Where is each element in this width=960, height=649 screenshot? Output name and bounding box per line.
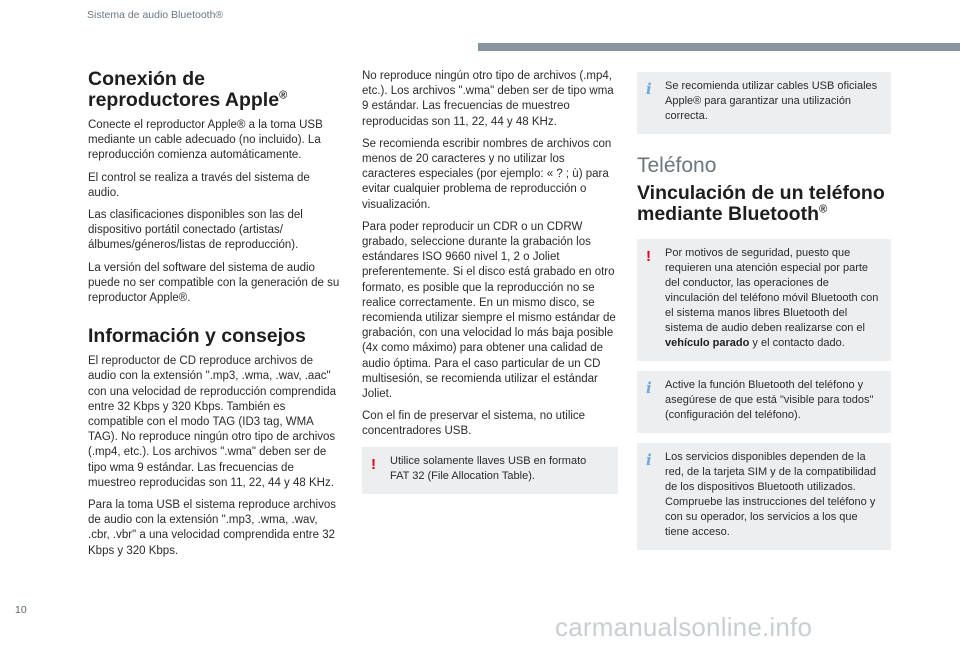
section-title-telefono: Teléfono bbox=[637, 154, 717, 177]
info-box-cables bbox=[637, 72, 891, 134]
paragraph: Conecte el reproductor Apple® a la toma USB mediante un cable adecuado (no incluido). La reproducción comienza automáticamente. bbox=[88, 119, 323, 162]
paragraph: Con el fin de preservar el sistema, no utilice concentradores USB. bbox=[362, 410, 586, 438]
info-box-servicios bbox=[637, 443, 891, 550]
header-bar bbox=[478, 43, 960, 51]
column-2 bbox=[362, 69, 618, 494]
info-icon: i bbox=[646, 379, 652, 398]
info-text: Active la función Bluetooth del teléfono y asegúrese de que está "visible para todos" (configuración del teléfono). bbox=[665, 379, 874, 422]
paragraph: El control se realiza a través del sistema de audio. bbox=[88, 171, 310, 199]
heading-vinculacion: Vinculación de un teléfono mediante Bluetooth® bbox=[637, 182, 885, 226]
watermark: carmanualsonline.info bbox=[555, 612, 813, 642]
page-number: 10 bbox=[15, 604, 27, 616]
heading-conexion-apple: Conexión de reproductores Apple® bbox=[88, 68, 288, 111]
paragraph: No reproduce ningún otro tipo de archivos (.mp4, etc.). Los archivos ".wma" deben ser de tipo wma 9 estándar. Las frecuencias de muestreo reproducidas son 11, 22, 44 y 48 KHz. bbox=[362, 70, 614, 128]
info-icon: i bbox=[646, 451, 652, 470]
warning-box-seguridad bbox=[637, 239, 891, 361]
header-title: Sistema de audio Bluetooth® bbox=[87, 9, 224, 21]
warning-box-usb bbox=[362, 447, 618, 494]
paragraph: Para poder reproducir un CDR o un CDRW grabado, seleccione durante la grabación los estándares ISO 9660 nivel 1, 2 o Joliet preferentemente. Si el disco está grabado en otro formato, es posible que la reproducción no se realice correctamente. En un mismo disco, se recomienda utilizar siempre el mismo estándar de grabación, con una velocidad lo más baja posible (4x como máximo) para obtener una calidad de audio óptima. Para el caso particular de un CD multisesión, se recomienda utilizar el estándar Joliet. bbox=[362, 220, 616, 401]
info-icon: i bbox=[646, 80, 652, 98]
info-box-bluetooth bbox=[637, 371, 891, 433]
column-3 bbox=[637, 72, 891, 560]
warning-text: Por motivos de seguridad, puesto que requieren una atención especial por parte del conductor, las operaciones de vinculación del teléfono móvil Bluetooth con el sistema manos libres Bluetooth del sistema de audio deben realizarse con el vehículo parado y el contacto dado. bbox=[665, 247, 879, 350]
paragraph: Para la toma USB el sistema reproduce archivos de audio con la extensión ".mp3, .wma, .wav, .cbr, .vbr" a una velocidad comprendida entre 32 Kbps y 320 Kbps. bbox=[88, 499, 336, 557]
paragraph: La versión del software del sistema de audio puede no ser compatible con la generación de su reproductor Apple®. bbox=[88, 261, 340, 305]
column-1 bbox=[88, 69, 342, 566]
paragraph: El reproductor de CD reproduce archivos de audio con la extensión ".mp3, .wma, .wav, .aac" con una velocidad de reproducción comprendida entre 32 Kbps y 320 Kbps. También es compatible con el modo TAG (ID3 tag, WMA TAG). No reproduce ningún otro tipo de archivos (.mp4, etc.). Los archivos ".wma" deben ser de tipo wma 9 estándar. Las frecuencias de muestreo reproducidas son 11, 22, 44 y 48 KHz. bbox=[88, 355, 337, 489]
warning-icon: ! bbox=[371, 455, 376, 473]
info-text: Se recomienda utilizar cables USB oficiales Apple® para garantizar una utilización correcta. bbox=[665, 80, 878, 122]
info-text: Los servicios disponibles dependen de la red, de la tarjeta SIM y de la compatibilidad de los dispositivos Bluetooth utilizados. Compruebe las instrucciones del teléfono y con su operador, los servicios a los que tiene acceso. bbox=[665, 451, 876, 539]
warning-text: Utilice solamente llaves USB en formato FAT 32 (File Allocation Table). bbox=[390, 454, 587, 482]
paragraph: Se recomienda escribir nombres de archivos con menos de 20 caracteres y no utilizar los caracteres especiales (por ejemplo: « ? ; ù) para evitar cualquier problema de reproducción o visualización. bbox=[362, 137, 612, 211]
paragraph: Las clasificaciones disponibles son las del dispositivo portátil conectado (artistas/álbumes/géneros/listas de reproducción). bbox=[88, 209, 303, 252]
heading-informacion-consejos: Información y consejos bbox=[88, 325, 306, 348]
warning-icon: ! bbox=[646, 248, 651, 266]
